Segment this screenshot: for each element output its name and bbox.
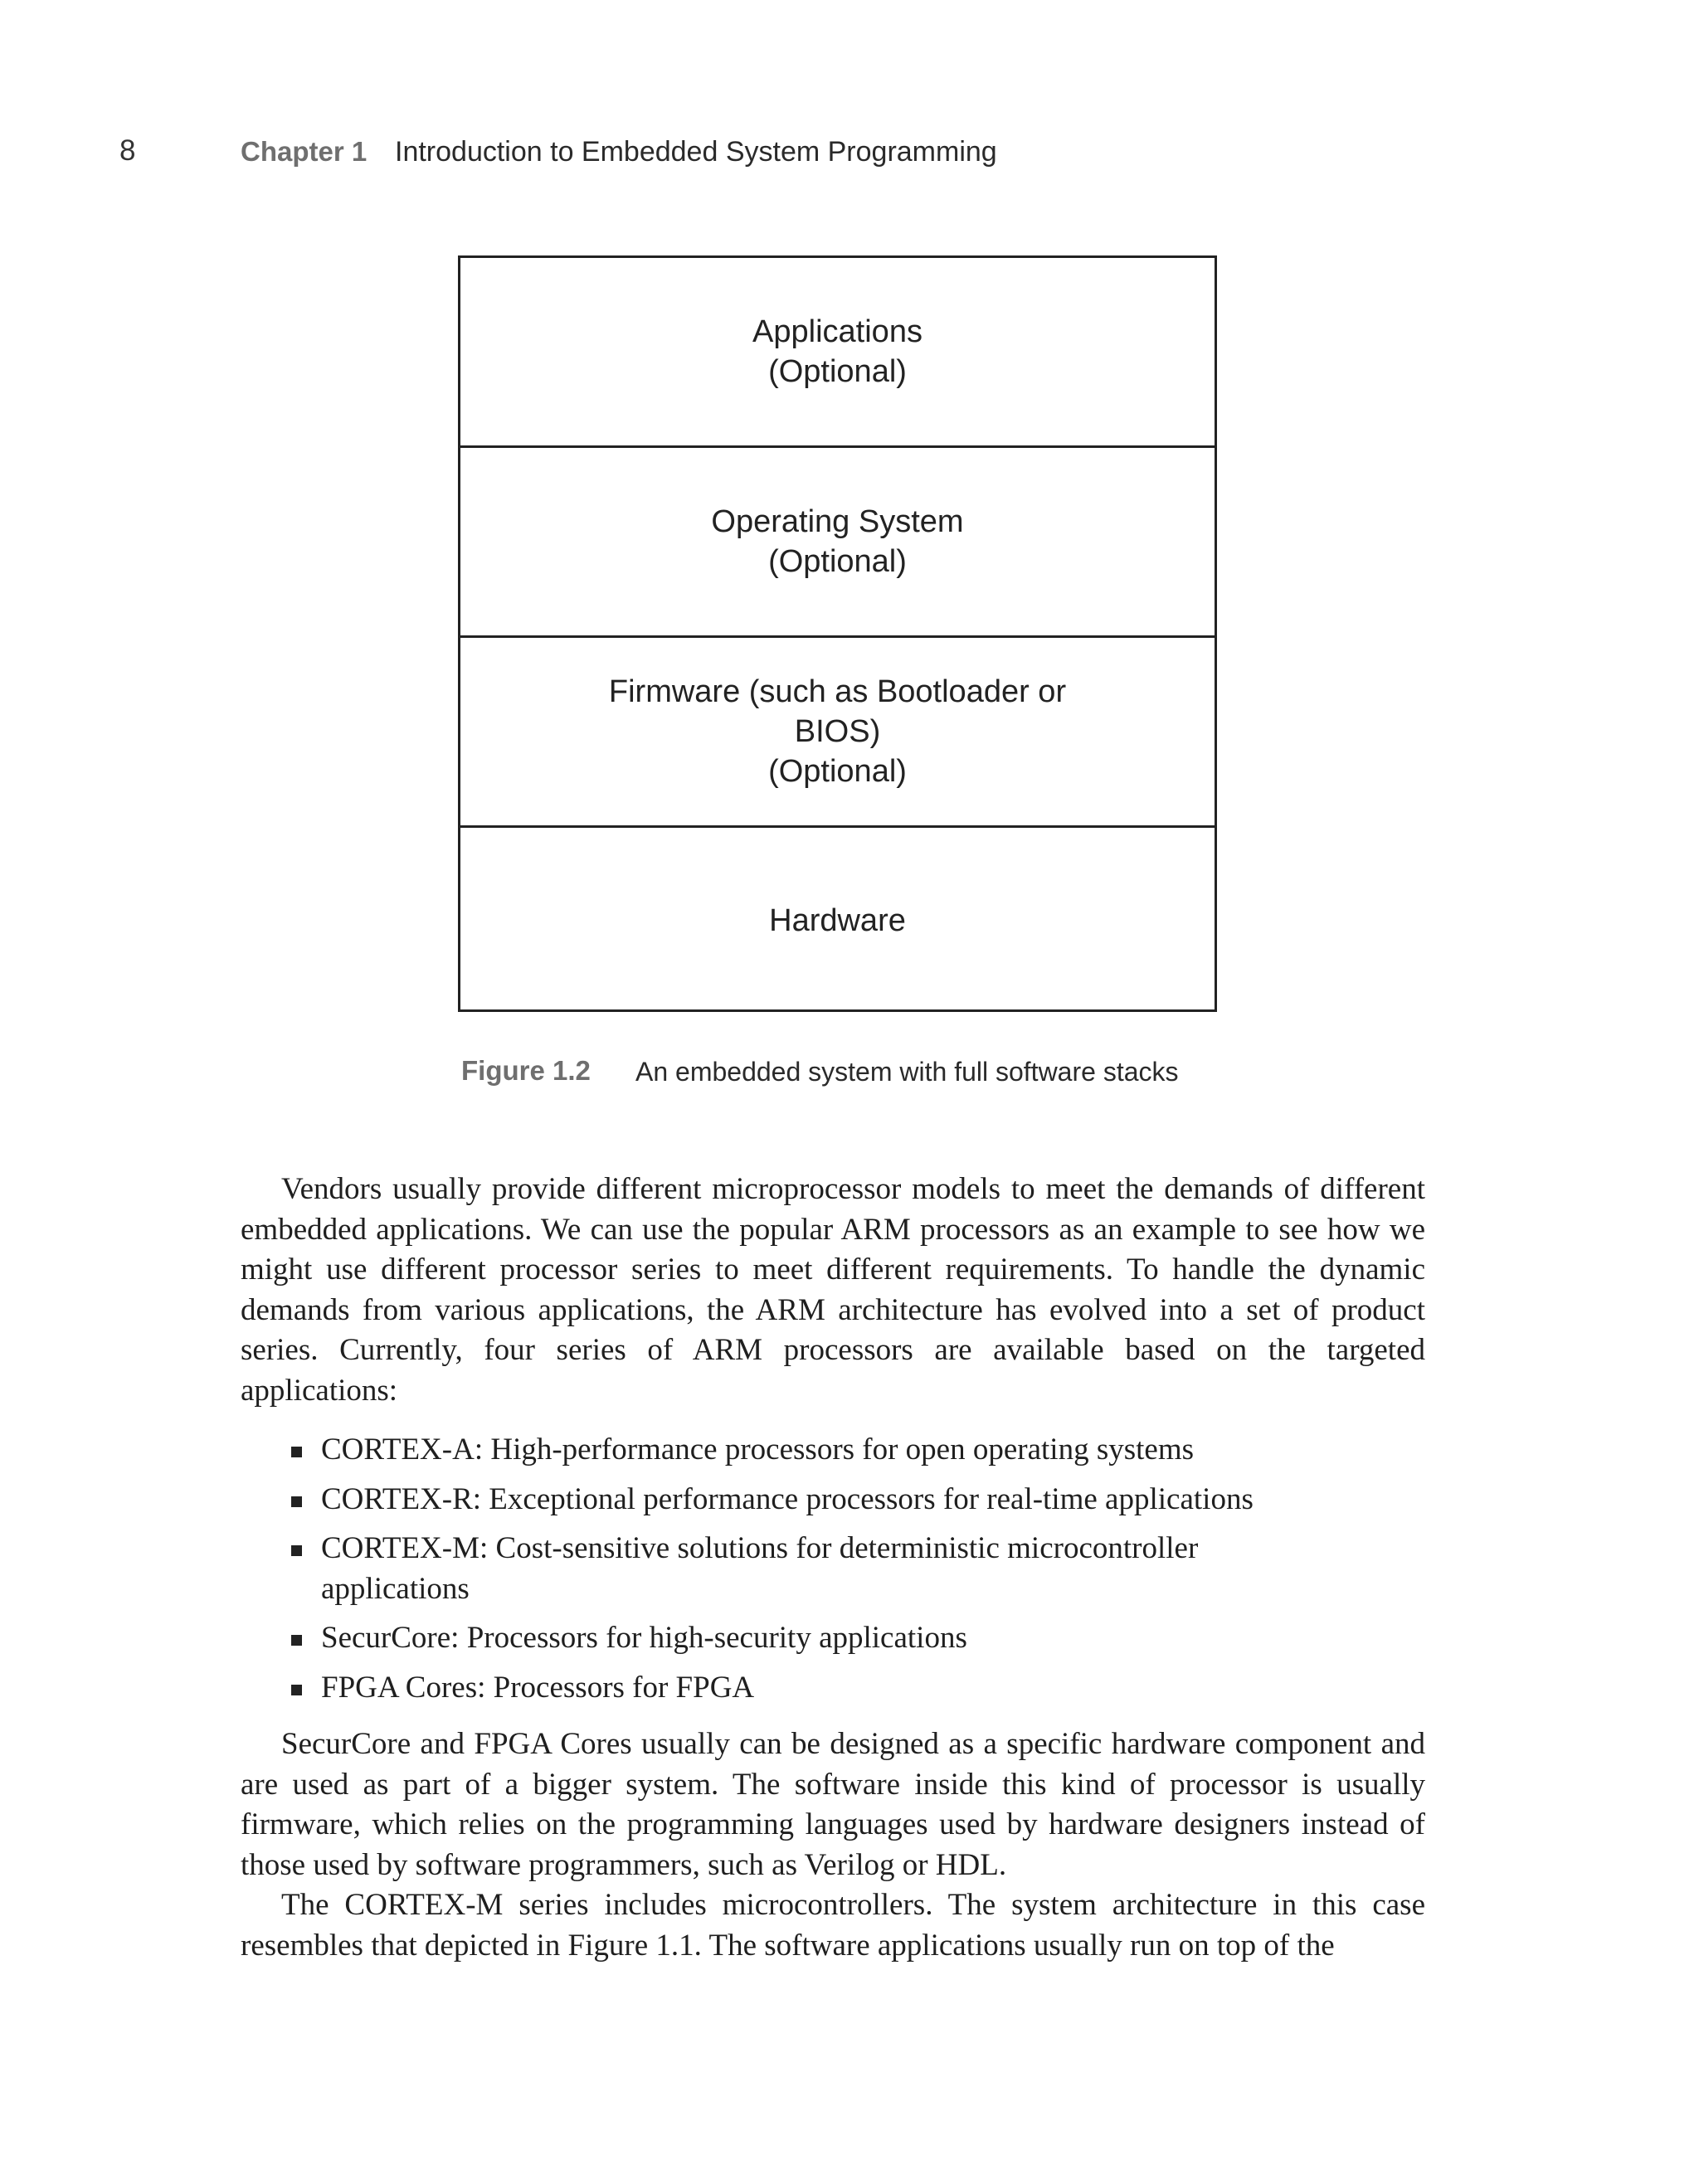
page-number: 8 [119, 134, 136, 167]
list-item-text: CORTEX-A: High-performance processors for open operating systems [321, 1432, 1195, 1467]
list-item-text: CORTEX-M: Cost-sensitive solutions for deterministic microcontroller applications [321, 1531, 1199, 1606]
paragraph: The CORTEX-M series includes microcontrollers. The system architecture in this case resembles that depicted in Figure 1.1. The software applications usually run on top of the [241, 1888, 1425, 1963]
paragraph: Vendors usually provide different microprocessor models to meet the demands of different embedded applications. We can use the popular ARM processors as an example to see how we might use different processor series to meet different requirements. To handle the dynamic demands from various applications, the ARM architecture has evolved into a set of product series. Currently, four series of ARM processors are available based on the targeted applications: [241, 1172, 1425, 1408]
list-item [241, 1618, 1425, 1659]
layer-firmware [460, 638, 1215, 828]
paragraph: SecurCore and FPGA Cores usually can be designed as a specific hardware component and are used as part of a bigger system. The software inside this kind of processor is usually firmware, which relies on the programming languages used by hardware designers instead of those used by software programmers, such as Verilog or HDL. [241, 1727, 1425, 1882]
figure-caption-text: An embedded system with full software stacks [635, 1057, 1179, 1087]
list-item-text: CORTEX-R: Exceptional performance processors for real-time applications [321, 1481, 1254, 1516]
list-item-text: FPGA Cores: Processors for FPGA [321, 1670, 755, 1705]
running-header [0, 134, 1699, 176]
body-text [241, 1170, 1425, 1966]
layer-optional-note: (Optional) [768, 544, 907, 579]
figure-caption [461, 1055, 1291, 1092]
square-bullet-icon [291, 1496, 302, 1507]
layer-applications [460, 258, 1215, 448]
layer-optional-note: (Optional) [768, 354, 907, 389]
layer-optional-note: (Optional) [768, 754, 907, 789]
layer-label: Firmware (such as Bootloader or BIOS) [608, 674, 1067, 749]
list-item [241, 1529, 1425, 1609]
layer-label: Applications [752, 314, 923, 349]
square-bullet-icon [291, 1545, 302, 1556]
square-bullet-icon [291, 1685, 302, 1695]
square-bullet-icon [291, 1635, 302, 1646]
layer-hardware [460, 828, 1215, 1013]
list-item-text: SecurCore: Processors for high-security applications [321, 1621, 967, 1655]
software-stack-diagram [458, 255, 1217, 1012]
list-item [241, 1668, 1425, 1709]
figure-label: Figure 1.2 [461, 1055, 591, 1086]
chapter-title: Introduction to Embedded System Programming [395, 136, 997, 168]
list-item [241, 1430, 1425, 1471]
chapter-label: Chapter 1 [241, 136, 368, 167]
layer-label: Operating System [711, 504, 964, 539]
square-bullet-icon [291, 1447, 302, 1457]
processor-series-list [241, 1430, 1425, 1708]
layer-label: Hardware [769, 902, 906, 938]
layer-operating-system [460, 448, 1215, 638]
list-item [241, 1480, 1425, 1520]
